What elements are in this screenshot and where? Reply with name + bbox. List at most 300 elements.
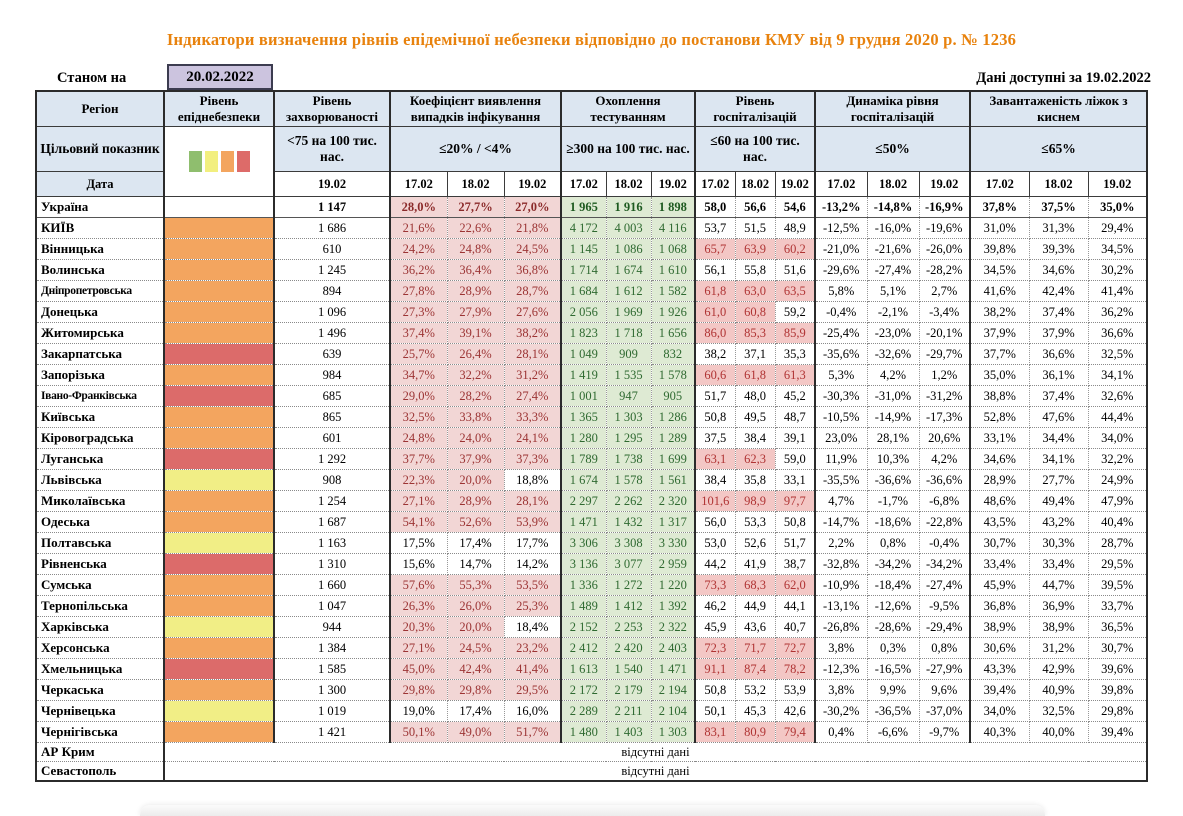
oxygen-cell: 36,6% [1088,323,1147,344]
hospital-cell: 45,9 [695,617,735,638]
hospital-cell: 62,3 [735,449,775,470]
testing-cell: 1 365 [561,407,606,428]
detection-cell: 24,5% [504,239,561,260]
hospital-cell: 53,9 [775,680,815,701]
region-cell: Чернігівська [36,722,164,743]
oxygen-cell: 41,6% [970,281,1029,302]
dynamics-cell: -12,6% [867,596,919,617]
date-cell: 18.02 [867,172,919,197]
hospital-cell: 86,0 [695,323,735,344]
detection-cell: 26,0% [447,596,504,617]
dynamics-cell: 0,4% [815,722,867,743]
oxygen-cell: 30,3% [1029,533,1088,554]
testing-cell: 1 068 [651,239,695,260]
oxygen-cell: 42,9% [1029,659,1088,680]
testing-cell: 3 330 [651,533,695,554]
dynamics-cell: -12,5% [815,218,867,239]
testing-cell: 2 253 [606,617,651,638]
testing-cell: 1 049 [561,344,606,365]
incidence-cell: 1 384 [274,638,390,659]
hospital-cell: 52,6 [735,533,775,554]
dynamics-cell: -16,5% [867,659,919,680]
table-row [36,743,1147,762]
detection-cell: 28,2% [447,386,504,407]
oxygen-cell: 48,6% [970,491,1029,512]
oxygen-cell: 40,3% [970,722,1029,743]
oxygen-cell: 44,7% [1029,575,1088,596]
oxygen-cell: 29,4% [1088,218,1147,239]
region-cell: Україна [36,197,164,218]
table-row [36,218,1147,239]
detection-cell: 53,5% [504,575,561,596]
hospital-cell: 50,8 [695,680,735,701]
hospital-cell: 63,1 [695,449,735,470]
incidence-cell: 1 245 [274,260,390,281]
hospital-cell: 50,1 [695,701,735,722]
testing-cell: 2 152 [561,617,606,638]
detection-cell: 25,3% [504,596,561,617]
hospital-cell: 53,3 [735,512,775,533]
oxygen-cell: 34,0% [1088,428,1147,449]
detection-cell: 20,0% [447,470,504,491]
region-cell: Закарпатська [36,344,164,365]
level-cell [164,533,274,554]
oxygen-cell: 36,1% [1029,365,1088,386]
dynamics-cell: -26,0% [919,239,970,260]
oxygen-cell: 30,6% [970,638,1029,659]
testing-cell: 4 003 [606,218,651,239]
region-cell: Одеська [36,512,164,533]
hospital-cell: 51,6 [775,260,815,281]
level-cell [164,491,274,512]
hospital-cell: 53,0 [695,533,735,554]
oxygen-cell: 40,4% [1088,512,1147,533]
detection-cell: 27,0% [504,197,561,218]
table-row [36,281,1147,302]
header-level: Рівень епіднебезпеки [164,91,274,127]
hospital-cell: 38,7 [775,554,815,575]
target-dynamics: ≤50% [815,127,970,172]
detection-cell: 29,8% [390,680,447,701]
testing-cell: 2 289 [561,701,606,722]
testing-cell: 2 420 [606,638,651,659]
detection-cell: 28,1% [504,344,561,365]
dynamics-cell: -29,4% [919,617,970,638]
oxygen-cell: 36,5% [1088,617,1147,638]
incidence-cell: 944 [274,617,390,638]
detection-cell: 32,5% [390,407,447,428]
detection-cell: 22,6% [447,218,504,239]
dynamics-cell: -13,1% [815,596,867,617]
testing-cell: 1 610 [651,260,695,281]
hospital-cell: 50,8 [695,407,735,428]
detection-cell: 28,0% [390,197,447,218]
dynamics-cell: -29,6% [815,260,867,281]
dynamics-cell: 2,2% [815,533,867,554]
testing-cell: 2 179 [606,680,651,701]
table-row [36,638,1147,659]
detection-cell: 21,6% [390,218,447,239]
dynamics-cell: -27,4% [919,575,970,596]
header-testing: Охоплення тестуванням [561,91,695,127]
header-incidence: Рівень захворюваності [274,91,390,127]
dynamics-cell: -30,2% [815,701,867,722]
dynamics-cell: 0,8% [919,638,970,659]
incidence-cell: 1 096 [274,302,390,323]
level-cell [164,239,274,260]
oxygen-cell: 28,9% [970,470,1029,491]
detection-cell: 20,3% [390,617,447,638]
oxygen-cell: 40,9% [1029,680,1088,701]
hospital-cell: 44,1 [775,596,815,617]
hospital-cell: 37,1 [735,344,775,365]
testing-cell: 1 898 [651,197,695,218]
testing-cell: 1 613 [561,659,606,680]
cutoff-bottom-element [140,805,1045,816]
detection-cell: 27,1% [390,638,447,659]
testing-cell: 1 392 [651,596,695,617]
testing-cell: 2 172 [561,680,606,701]
table-row [36,302,1147,323]
region-cell: АР Крим [36,743,164,762]
incidence-cell: 1 496 [274,323,390,344]
testing-cell: 2 320 [651,491,695,512]
testing-cell: 1 489 [561,596,606,617]
dynamics-cell: -17,3% [919,407,970,428]
oxygen-cell: 34,4% [1029,428,1088,449]
dynamics-cell: -25,4% [815,323,867,344]
table-row [36,239,1147,260]
hospital-cell: 44,2 [695,554,735,575]
hospital-cell: 41,9 [735,554,775,575]
dynamics-cell: 4,2% [919,449,970,470]
date-cell: 17.02 [695,172,735,197]
oxygen-cell: 30,7% [1088,638,1147,659]
incidence-cell: 610 [274,239,390,260]
dynamics-cell: -27,4% [867,260,919,281]
hospital-cell: 60,2 [775,239,815,260]
detection-cell: 17,7% [504,533,561,554]
detection-cell: 42,4% [447,659,504,680]
level-legend-swatch [205,151,218,172]
region-cell: Кіровоградська [36,428,164,449]
region-cell: Волинська [36,260,164,281]
level-cell [164,470,274,491]
oxygen-cell: 39,4% [1088,722,1147,743]
dynamics-cell: 9,9% [867,680,919,701]
dynamics-cell: 4,2% [867,365,919,386]
testing-cell: 1 718 [606,323,651,344]
dynamics-cell: 1,2% [919,365,970,386]
oxygen-cell: 42,4% [1029,281,1088,302]
hospital-cell: 65,7 [695,239,735,260]
table-row [36,554,1147,575]
hospital-cell: 49,5 [735,407,775,428]
testing-cell: 2 297 [561,491,606,512]
oxygen-cell: 31,0% [970,218,1029,239]
hospital-cell: 87,4 [735,659,775,680]
oxygen-cell: 43,2% [1029,512,1088,533]
region-cell: Луганська [36,449,164,470]
hospital-cell: 61,3 [775,365,815,386]
dynamics-cell: -35,6% [815,344,867,365]
date-cell: 18.02 [1029,172,1088,197]
hospital-cell: 61,0 [695,302,735,323]
testing-cell: 1 145 [561,239,606,260]
hospital-cell: 53,7 [695,218,735,239]
testing-cell: 1 471 [651,659,695,680]
detection-cell: 36,4% [447,260,504,281]
level-cell [164,428,274,449]
date-cell: 19.02 [504,172,561,197]
data-available-text: Дані доступні за [976,70,1083,86]
region-cell: Рівненська [36,554,164,575]
region-cell: Дніпропетровська [36,281,164,302]
table-row [36,386,1147,407]
detection-cell: 57,6% [390,575,447,596]
testing-cell: 1 540 [606,659,651,680]
oxygen-cell: 36,2% [1088,302,1147,323]
incidence-cell: 908 [274,470,390,491]
testing-cell: 1 656 [651,323,695,344]
incidence-cell: 984 [274,365,390,386]
oxygen-cell: 28,7% [1088,533,1147,554]
dynamics-cell: -31,2% [919,386,970,407]
testing-cell: 832 [651,344,695,365]
detection-cell: 20,0% [447,617,504,638]
detection-cell: 18,4% [504,617,561,638]
testing-cell: 1 317 [651,512,695,533]
hospital-cell: 56,6 [735,197,775,218]
table-row [36,260,1147,281]
level-cell [164,281,274,302]
oxygen-cell: 34,1% [1029,449,1088,470]
detection-cell: 27,8% [390,281,447,302]
dynamics-cell: -23,0% [867,323,919,344]
incidence-cell: 1 687 [274,512,390,533]
as-of-label: Станом на [57,70,127,86]
header-region: Регіон [36,91,164,127]
hospital-cell: 56,0 [695,512,735,533]
level-cell [164,323,274,344]
dynamics-cell: -10,9% [815,575,867,596]
hospital-cell: 63,9 [735,239,775,260]
detection-cell: 17,4% [447,701,504,722]
date-cell: 19.02 [775,172,815,197]
level-cell [164,617,274,638]
detection-cell: 27,7% [447,197,504,218]
incidence-cell: 1 300 [274,680,390,701]
indicators-table [35,90,1148,782]
oxygen-cell: 24,9% [1088,470,1147,491]
detection-cell: 37,7% [390,449,447,470]
dynamics-cell: -31,0% [867,386,919,407]
hospital-cell: 61,8 [735,365,775,386]
region-cell: Хмельницька [36,659,164,680]
level-legend-squares [167,151,271,172]
hospital-cell: 91,1 [695,659,735,680]
hospital-cell: 98,9 [735,491,775,512]
oxygen-cell: 52,8% [970,407,1029,428]
dynamics-cell: -6,8% [919,491,970,512]
date-incidence: 19.02 [274,172,390,197]
detection-cell: 53,9% [504,512,561,533]
oxygen-cell: 37,5% [1029,197,1088,218]
testing-cell: 2 104 [651,701,695,722]
oxygen-cell: 34,0% [970,701,1029,722]
oxygen-cell: 35,0% [970,365,1029,386]
testing-cell: 1 535 [606,365,651,386]
table-row [36,722,1147,743]
incidence-cell: 685 [274,386,390,407]
detection-cell: 24,8% [390,428,447,449]
detection-cell: 31,2% [504,365,561,386]
dynamics-cell: -20,1% [919,323,970,344]
dynamics-cell: 9,6% [919,680,970,701]
testing-cell: 1 789 [561,449,606,470]
hospital-cell: 48,9 [775,218,815,239]
hospital-cell: 51,5 [735,218,775,239]
hospital-cell: 79,4 [775,722,815,743]
oxygen-cell: 37,4% [1029,302,1088,323]
region-cell: Львівська [36,470,164,491]
dynamics-cell: -36,6% [919,470,970,491]
detection-cell: 27,9% [447,302,504,323]
data-available-date: 19.02.2022 [1085,70,1151,86]
dynamics-cell: -30,3% [815,386,867,407]
detection-cell: 29,0% [390,386,447,407]
detection-cell: 17,4% [447,533,504,554]
incidence-cell: 1 254 [274,491,390,512]
target-oxygen-beds: ≤65% [970,127,1147,172]
dynamics-cell: 4,7% [815,491,867,512]
table-row [36,617,1147,638]
testing-cell: 3 306 [561,533,606,554]
dynamics-cell: -18,4% [867,575,919,596]
incidence-cell: 1 686 [274,218,390,239]
testing-cell: 2 056 [561,302,606,323]
dynamics-cell: -6,6% [867,722,919,743]
top-bar [0,64,1183,90]
dynamics-cell: 0,3% [867,638,919,659]
hospital-cell: 72,3 [695,638,735,659]
hospital-cell: 73,3 [695,575,735,596]
region-cell: Запорізька [36,365,164,386]
hospital-cell: 62,0 [775,575,815,596]
target-detection: ≤20% / <4% [390,127,561,172]
oxygen-cell: 33,7% [1088,596,1147,617]
dynamics-cell: 20,6% [919,428,970,449]
dynamics-cell: -14,7% [815,512,867,533]
oxygen-cell: 31,3% [1029,218,1088,239]
detection-cell: 32,2% [447,365,504,386]
region-cell: Київська [36,407,164,428]
dynamics-cell: -37,0% [919,701,970,722]
header-oxygen-beds: Завантаженість ліжок з киснем [970,91,1147,127]
hospital-cell: 39,1 [775,428,815,449]
level-cell [164,386,274,407]
incidence-cell: 1 163 [274,533,390,554]
detection-cell: 33,3% [504,407,561,428]
oxygen-cell: 32,2% [1088,449,1147,470]
detection-cell: 36,2% [390,260,447,281]
header-hospital: Рівень госпіталізацій [695,91,815,127]
dynamics-cell: -12,3% [815,659,867,680]
level-cell [164,659,274,680]
hospital-cell: 51,7 [775,533,815,554]
testing-cell: 1 471 [561,512,606,533]
date-cell: 17.02 [970,172,1029,197]
oxygen-cell: 29,5% [1088,554,1147,575]
table-row [36,407,1147,428]
testing-cell: 1 403 [606,722,651,743]
level-cell [164,722,274,743]
oxygen-cell: 36,6% [1029,344,1088,365]
dynamics-cell: -21,0% [815,239,867,260]
detection-cell: 37,9% [447,449,504,470]
date-cell: 18.02 [735,172,775,197]
detection-cell: 27,3% [390,302,447,323]
testing-cell: 4 116 [651,218,695,239]
hospital-cell: 46,2 [695,596,735,617]
as-of-date-field[interactable]: 20.02.2022 [167,64,273,90]
detection-cell: 29,5% [504,680,561,701]
detection-cell: 24,8% [447,239,504,260]
table-row [36,762,1147,782]
oxygen-cell: 34,6% [970,449,1029,470]
testing-cell: 1 674 [606,260,651,281]
testing-cell: 909 [606,344,651,365]
detection-cell: 24,2% [390,239,447,260]
dynamics-cell: -16,9% [919,197,970,218]
target-incidence: <75 на 100 тис. нас. [274,127,390,172]
testing-cell: 1 714 [561,260,606,281]
detection-cell: 27,1% [390,491,447,512]
dynamics-cell: 5,8% [815,281,867,302]
detection-cell: 23,2% [504,638,561,659]
hospital-cell: 38,2 [695,344,735,365]
detection-cell: 39,1% [447,323,504,344]
oxygen-cell: 29,8% [1088,701,1147,722]
testing-cell: 1 699 [651,449,695,470]
oxygen-cell: 37,7% [970,344,1029,365]
hospital-cell: 42,6 [775,701,815,722]
incidence-cell: 639 [274,344,390,365]
table-row [36,344,1147,365]
oxygen-cell: 38,2% [970,302,1029,323]
dynamics-cell: -36,6% [867,470,919,491]
hospital-cell: 71,7 [735,638,775,659]
region-cell: Харківська [36,617,164,638]
table-row [36,575,1147,596]
dynamics-cell: -19,6% [919,218,970,239]
testing-cell: 2 412 [561,638,606,659]
oxygen-cell: 33,4% [1029,554,1088,575]
detection-cell: 51,7% [504,722,561,743]
dynamics-cell: -28,6% [867,617,919,638]
dynamics-cell: 3,8% [815,680,867,701]
detection-cell: 21,8% [504,218,561,239]
date-cell: 19.02 [919,172,970,197]
detection-cell: 16,0% [504,701,561,722]
testing-cell: 1 336 [561,575,606,596]
oxygen-cell: 43,5% [970,512,1029,533]
testing-cell: 1 578 [606,470,651,491]
hospital-cell: 83,1 [695,722,735,743]
hospital-cell: 45,3 [735,701,775,722]
hospital-cell: 97,7 [775,491,815,512]
testing-cell: 2 194 [651,680,695,701]
